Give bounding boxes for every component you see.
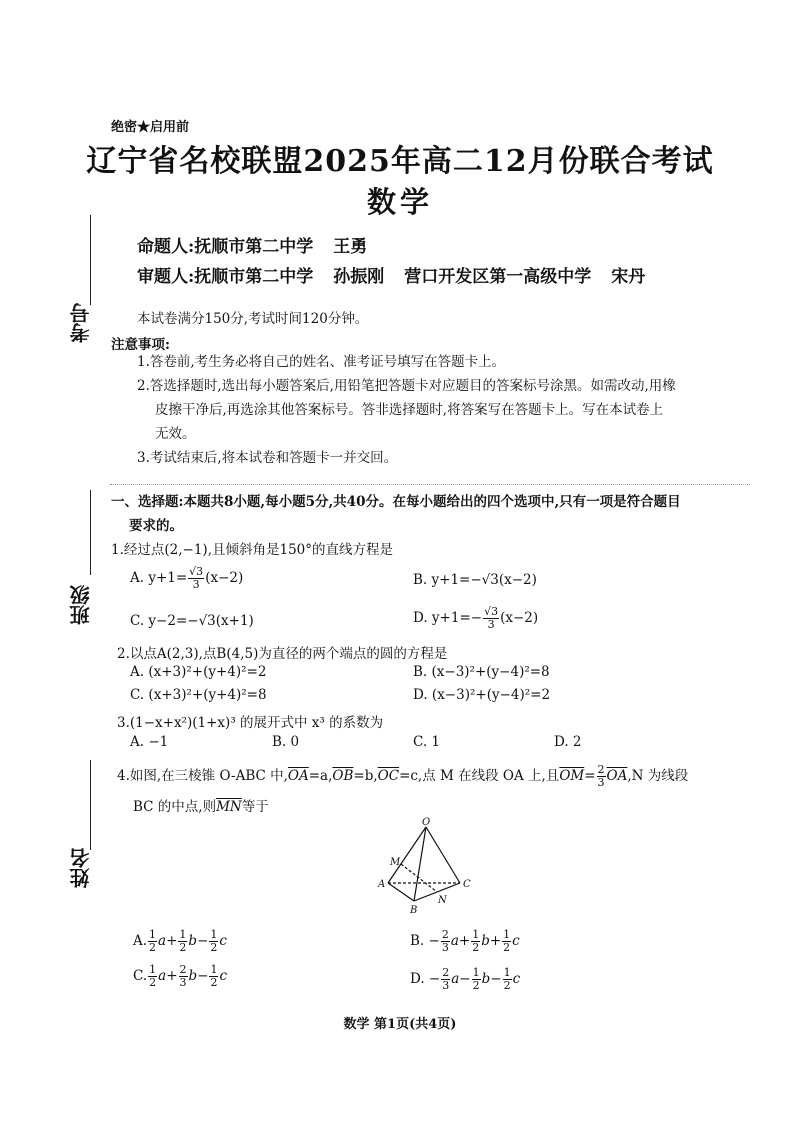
q4-c-t2: b− (188, 968, 209, 984)
q4-eq-om: = (584, 768, 596, 784)
q4-frac-den: 3 (597, 776, 605, 789)
class-line (90, 490, 91, 575)
question-3-option-a: A. −1 (130, 734, 169, 750)
question-4-option-b (410, 929, 520, 954)
section-heading-line-2: 要求的。 (129, 518, 183, 534)
q1-d-den: 3 (487, 618, 495, 631)
reviewer-line (137, 262, 665, 287)
q1-d-num: √3 (484, 605, 499, 618)
q1-a-pre: A. y+1= (130, 570, 188, 586)
exam-no-label: 考号 (69, 303, 93, 343)
notice-item-3: 3.考试结束后,将本试卷和答题卡一并交回。 (137, 450, 398, 466)
label-b: B (410, 905, 418, 916)
question-2-option-b: B. (x−3)²+(y−4)²=8 (413, 664, 550, 680)
q4-b-f1n: 2 (441, 928, 449, 941)
q4-d-f1 (441, 967, 450, 992)
q4-a-f3n: 1 (210, 928, 218, 941)
reviewer-label: 审题人:抚顺市第二中学 (137, 267, 314, 287)
q4-c-f1 (148, 964, 157, 989)
author-name: 王勇 (333, 237, 368, 257)
q4-d-t1: a− (451, 971, 471, 987)
q4-a-f3 (209, 929, 218, 954)
q4-d-f3 (503, 967, 512, 992)
q4-d-f1n: 2 (442, 966, 450, 979)
confidential-mark: 绝密★启用前 (111, 120, 190, 135)
subject-title: 数学 (366, 185, 433, 219)
question-4-option-d (410, 967, 520, 992)
question-4-stem-line-2 (133, 795, 269, 815)
q4-b-f3 (502, 929, 511, 954)
question-3-option-c: C. 1 (413, 734, 441, 750)
q4-d-f1d: 3 (442, 979, 450, 992)
q4-a-f1d: 2 (149, 941, 157, 954)
edge-ob (414, 827, 426, 901)
q4-c-f2 (179, 964, 188, 989)
reviewer-name-2: 宋丹 (611, 267, 646, 287)
q4-b-f2d: 2 (472, 941, 480, 954)
q4-stem-3: BC 的中点,则 (133, 799, 217, 815)
q4-b-t3: c (512, 933, 520, 949)
question-2-option-d: D. (x−3)²+(y−4)²=2 (413, 687, 551, 703)
q4-c-t1: a+ (158, 968, 178, 984)
q4-b-f2n: 1 (472, 928, 480, 941)
q4-b-f3n: 1 (503, 928, 511, 941)
question-1-option-d (413, 606, 538, 631)
question-4-stem-line-1 (117, 764, 688, 789)
q4-c-label: C. (133, 968, 148, 984)
q4-c-f1n: 1 (149, 963, 157, 976)
q4-c-f3 (209, 964, 218, 989)
question-2-option-c: C. (x+3)²+(y+4)²=8 (130, 687, 267, 703)
q4-a-label: A. (133, 933, 148, 949)
q4-b-f2 (471, 929, 480, 954)
q4-stem-1: 4.如图,在三棱锥 O-ABC 中, (117, 768, 288, 784)
edge-oc (426, 827, 460, 883)
page-footer: 数学 第1页(共4页) (343, 1017, 457, 1032)
exam-title: 辽宁省名校联盟2025年高二12月份联合考试 (86, 144, 714, 179)
q4-d-f3d: 2 (503, 979, 511, 992)
q4-c-f2d: 3 (179, 976, 187, 989)
vector-oa: $\overline{OA}$ (287, 768, 309, 784)
q4-c-t3: c (219, 968, 228, 984)
q1-a-num: √3 (189, 565, 204, 578)
q4-b-label: B. − (410, 933, 440, 949)
question-3-option-d: D. 2 (554, 734, 582, 750)
edge-oa (388, 827, 426, 883)
q4-b-t2: b+ (481, 933, 502, 949)
q4-a-t3: c (219, 933, 227, 949)
q4-a-f3d: 2 (210, 941, 218, 954)
q4-a-t2: b− (188, 933, 209, 949)
name-label: 姓名 (69, 848, 93, 888)
q4-a-f1n: 1 (149, 928, 157, 941)
label-o: O (422, 817, 431, 828)
label-m: M (390, 857, 401, 868)
q4-b-f1d: 3 (441, 941, 449, 954)
reviewer-name-1: 孙振刚 (333, 267, 385, 287)
q4-a-f2 (178, 929, 187, 954)
q1-d-post: (x−2) (500, 610, 539, 626)
q4-eq-c: =c,点 M 在线段 OA 上,且 (399, 768, 560, 784)
exam-no-line (90, 215, 91, 305)
vector-oc: $\overline{OC}$ (377, 768, 400, 784)
question-1-option-c: C. y−2=−√3(x+1) (130, 613, 254, 629)
q4-c-f1d: 2 (149, 976, 157, 989)
question-1-option-b: B. y+1=−√3(x−2) (413, 572, 537, 588)
question-2-stem: 2.以点A(2,3),点B(4,5)为直径的两个端点的圆的方程是 (117, 646, 448, 662)
q1-a-den: 3 (192, 578, 200, 591)
q4-frac (597, 764, 606, 789)
notice-list (137, 350, 757, 470)
vector-mn: $\overline{MN}$ (216, 799, 242, 815)
name-line (90, 760, 91, 850)
label-c: C (463, 879, 471, 890)
q4-stem-4: 等于 (241, 799, 269, 815)
q4-a-t1: a+ (158, 933, 178, 949)
author-line (137, 232, 387, 257)
vector-oa-2: $\overline{OA}$ (606, 768, 628, 784)
q4-d-f2d: 2 (472, 979, 480, 992)
notice-item-2-end: 无效。 (155, 426, 196, 442)
vector-ob: $\overline{OB}$ (332, 768, 354, 784)
q4-d-label: D. − (410, 971, 441, 987)
question-2-option-a: A. (x+3)²+(y+4)²=2 (130, 664, 267, 680)
q4-c-f3d: 2 (210, 976, 218, 989)
q1-a-frac (188, 566, 204, 591)
question-3-option-b: B. 0 (272, 734, 300, 750)
q4-d-t3: c (512, 971, 521, 987)
author-label: 命题人:抚顺市第二中学 (137, 237, 314, 257)
q4-d-t2: b− (481, 971, 502, 987)
q4-a-f2d: 2 (179, 941, 187, 954)
section-heading (111, 490, 751, 538)
notice-item-2: 2.答选择题时,选出每小题答案后,用铅笔把答题卡对应题目的答案标号涂黑。如需改动,用橡 (137, 378, 676, 394)
exam-intro: 本试卷满分150分,考试时间120分钟。 (137, 311, 369, 327)
question-4-option-c (133, 964, 227, 989)
section-divider (110, 484, 750, 485)
q4-frac-num: 2 (597, 763, 605, 776)
q4-b-t1: a+ (450, 933, 471, 949)
q4-b-f1 (441, 929, 450, 954)
q1-a-post: (x−2) (205, 570, 244, 586)
question-4-option-a (133, 929, 227, 954)
q4-c-f2n: 2 (179, 963, 187, 976)
q4-a-f1 (148, 929, 157, 954)
notice-item-1: 1.答卷前,考生务必将自己的姓名、准考证号填写在答题卡上。 (137, 354, 506, 370)
class-label: 班级 (69, 585, 93, 625)
q1-d-frac (483, 606, 499, 631)
question-1-option-a (130, 566, 243, 591)
q4-b-f3d: 2 (503, 941, 511, 954)
q1-d-pre: D. y+1=− (413, 610, 483, 626)
question-1-stem: 1.经过点(2,−1),且倾斜角是150°的直线方程是 (111, 542, 394, 558)
q4-c-f3n: 1 (210, 963, 218, 976)
q4-d-f2n: 1 (472, 966, 480, 979)
question-3-stem: 3.(1−x+x²)(1+x)³ 的展开式中 x³ 的系数为 (117, 715, 384, 731)
edge-ab (388, 883, 414, 901)
q4-a-f2n: 1 (179, 928, 187, 941)
q4-stem-2: ,N 为线段 (627, 768, 689, 784)
q4-eq-b: =b, (353, 768, 378, 784)
q4-eq-a: =a, (308, 768, 333, 784)
notice-item-2-cont: 皮擦干净后,再选涂其他答案标号。答非选择题时,将答案写在答题卡上。写在本试卷上 (155, 402, 664, 418)
reviewer-org-2: 营口开发区第一高级中学 (404, 267, 592, 287)
vector-om: $\overline{OM}$ (559, 768, 585, 784)
q4-d-f3n: 1 (503, 966, 511, 979)
notice-heading: 注意事项: (111, 337, 170, 353)
q4-d-f2 (472, 967, 481, 992)
section-heading-line-1: 一、选择题:本题共8小题,每小题5分,共40分。在每小题给出的四个选项中,只有一项是符合题目 (111, 494, 681, 510)
label-a: A (378, 879, 386, 890)
label-n: N (438, 895, 447, 906)
tetrahedron-figure (370, 815, 480, 920)
